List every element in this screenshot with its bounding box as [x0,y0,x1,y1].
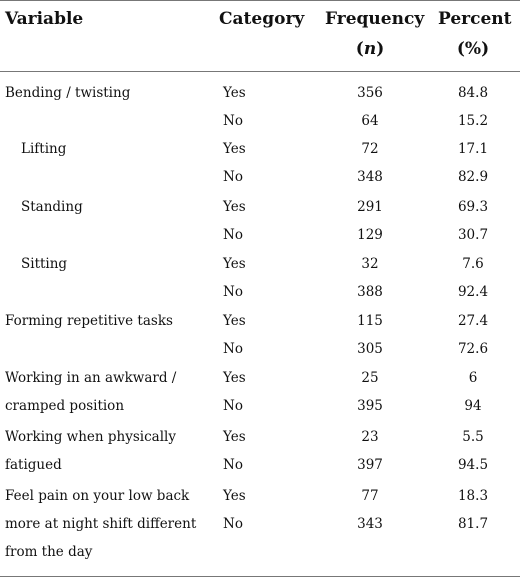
cell-frequency: 388 [357,284,383,300]
cell-percent: 92.4 [457,284,489,300]
table-row [0,364,520,392]
cell-percent: 81.7 [457,516,489,532]
cell-category: No [223,284,243,300]
table-row [0,423,520,451]
cell-percent: 84.8 [457,85,489,101]
cell-frequency: 397 [357,457,383,473]
cell-category: Yes [223,370,246,386]
table-row [0,250,520,278]
header-percent-label: Percent [438,9,512,29]
cell-percent: 27.4 [457,313,489,329]
cell-variable: Working in an awkward / [5,370,177,386]
header-percent [438,4,512,64]
cell-percent: 69.3 [457,199,489,215]
cell-category: Yes [223,488,246,504]
cell-category: Yes [223,199,246,215]
cell-frequency: 25 [361,370,379,386]
cell-category: No [223,227,243,243]
cell-percent: 7.6 [462,256,484,272]
cell-percent: 15.2 [457,113,489,129]
table-row [0,392,520,420]
cell-frequency: 305 [357,341,383,357]
cell-percent: 5.5 [462,429,484,445]
cell-frequency: 356 [357,85,383,101]
header-category: Category [219,9,305,29]
cell-category: No [223,341,243,357]
table-row [0,221,520,249]
cell-percent: 94 [464,398,482,414]
cell-category: No [223,169,243,185]
table-row [0,135,520,163]
cell-percent: 82.9 [457,169,489,185]
cell-variable: Sitting [21,256,68,272]
table-row [0,335,520,363]
cell-frequency: 129 [357,227,383,243]
cell-variable: Standing [21,199,83,215]
table-row [0,307,520,335]
table-row [0,193,520,221]
cell-frequency: 348 [357,169,383,185]
header-frequency [325,4,425,64]
cell-frequency: 72 [361,141,379,157]
cell-percent: 17.1 [457,141,489,157]
cell-variable: Working when physically [5,429,176,445]
cell-variable: cramped position [5,398,125,414]
cell-category: Yes [223,313,246,329]
header-frequency-n: n [363,39,377,59]
table-row [0,510,520,538]
cell-variable: Forming repetitive tasks [5,313,173,329]
cell-variable: Lifting [21,141,67,157]
cell-variable: Bending / twisting [5,85,131,101]
cell-frequency: 32 [361,256,379,272]
header-frequency-label: Frequency [325,9,425,29]
cell-percent: 94.5 [457,457,489,473]
cell-variable: more at night shift different [5,516,197,532]
cell-percent: 30.7 [457,227,489,243]
cell-variable: Feel pain on your low back [5,488,190,504]
table-bottom-rule [0,576,520,577]
table-row [0,163,520,191]
cell-frequency: 395 [357,398,383,414]
cell-category: No [223,457,243,473]
cell-frequency: 343 [357,516,383,532]
cell-percent: 72.6 [457,341,489,357]
cell-frequency: 115 [357,313,383,329]
header-rule [0,71,520,72]
table-row [0,482,520,510]
cell-variable: fatigued [5,457,62,473]
cell-category: No [223,113,243,129]
cell-percent: 6 [468,370,478,386]
cell-category: Yes [223,256,246,272]
cell-frequency: 77 [361,488,379,504]
table-row [0,107,520,135]
cell-category: Yes [223,429,246,445]
cell-category: No [223,516,243,532]
cell-frequency: 23 [361,429,379,445]
cell-frequency: 291 [357,199,383,215]
cell-percent: 18.3 [457,488,489,504]
header-variable: Variable [5,9,84,29]
cell-frequency: 64 [361,113,379,129]
table-row [0,538,520,566]
header-frequency-unit: (n) [355,39,385,59]
header-percent-unit: (%) [456,39,490,59]
table-top-rule [0,0,520,1]
table-row [0,451,520,479]
table-row [0,79,520,107]
cell-category: No [223,398,243,414]
cell-category: Yes [223,141,246,157]
table-row [0,278,520,306]
cell-category: Yes [223,85,246,101]
cell-variable: from the day [5,544,93,560]
